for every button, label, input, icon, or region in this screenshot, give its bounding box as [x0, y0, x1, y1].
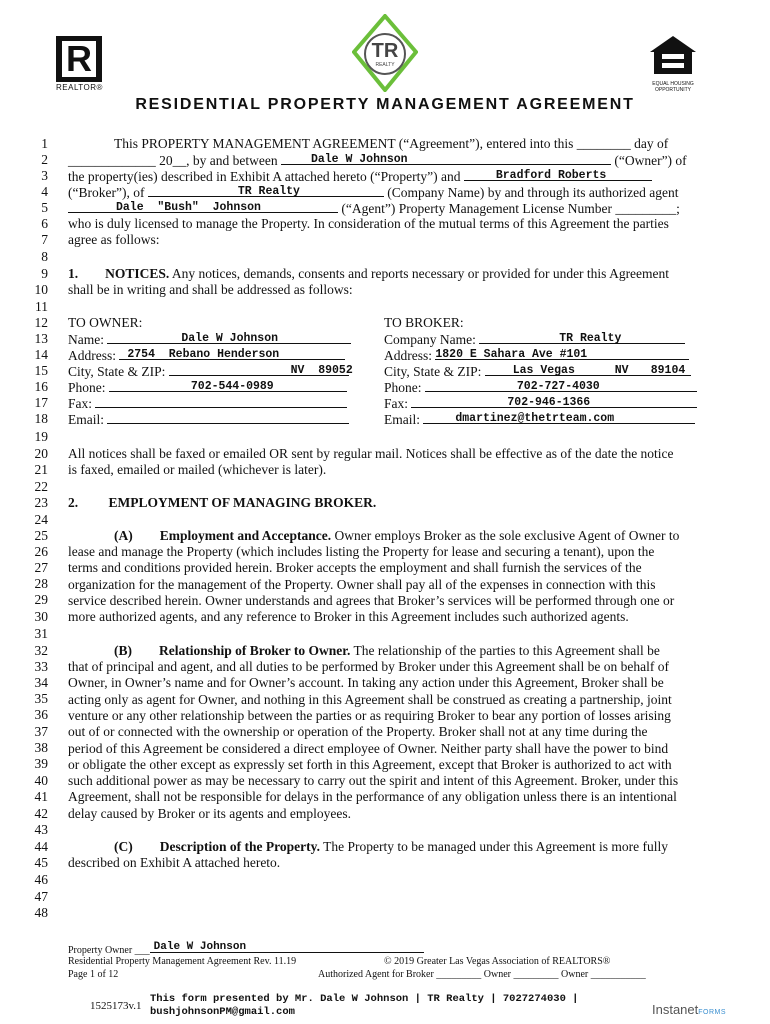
footer-page: Page 1 of 12 — [68, 969, 119, 980]
broker-city-field: Las Vegas — [512, 364, 575, 377]
line-number: 5 — [41, 200, 48, 215]
line-number: 43 — [34, 822, 48, 837]
intro-line-4: (“Broker”), of TR Realty (Company Name) by and through its authorized agent — [68, 185, 679, 200]
line-number: 22 — [34, 479, 48, 494]
section-2b-line: Owner, in Owner’s name and for Owner’s account. In taking any action under this Agreement, Broker shall be — [68, 675, 664, 691]
line-number: 20 — [34, 446, 48, 461]
section-2b-line: that of principal and agent, and all duties to be performed by Broker under this Agreement shall be on behalf of — [68, 659, 669, 674]
line-number: 17 — [34, 395, 48, 410]
owner-state-zip-field: NV 89052 — [290, 364, 353, 377]
section-2b-line: out of or connected with the ownership or operation of the Property. Broker shall not at any time during the — [68, 724, 648, 740]
notices-line-9: 1. NOTICES. Any notices, demands, consents and reports necessary or provided for under this Agreement — [68, 266, 670, 281]
line-number: 24 — [34, 512, 48, 527]
to-owner-header: TO OWNER: — [68, 315, 143, 330]
line-number: 28 — [34, 576, 48, 591]
agent-name-value: Dale "Bush" Johnson — [116, 201, 261, 214]
notices-line-21: is faxed, emailed or mailed (whichever is later). — [68, 462, 327, 477]
line-number: 15 — [34, 363, 48, 378]
line-number: 47 — [34, 889, 48, 904]
line-number: 27 — [34, 560, 48, 575]
line-number: 4 — [41, 184, 48, 199]
owner-phone-row: Phone: 702-544-0989 — [68, 379, 347, 396]
line-number: 33 — [34, 659, 48, 674]
broker-phone-row: Phone: 702-727-4030 — [384, 379, 697, 396]
line-number: 48 — [34, 905, 48, 920]
broker-address-row: Address: 1820 E Sahara Ave #101 — [384, 347, 689, 364]
line-number: 3 — [41, 168, 48, 183]
section-2a-line: more authorized agents, and any reference to Broker in this Agreement includes such authorized agents. — [68, 609, 629, 625]
intro-line-1: This PROPERTY MANAGEMENT AGREEMENT (“Agreement”), entered into this ________ day of — [114, 136, 669, 151]
owner-name-value: Dale W Johnson — [310, 153, 408, 166]
line-number: 1 — [41, 136, 48, 151]
section-2a-line: organization for the management of the Property. Owner shall pay all of the expenses in connection with this — [68, 576, 656, 592]
line-number: 16 — [34, 379, 48, 394]
section-2b-line: venture or any other relationship between the parties or as requiring Broker to bear any portion of losses arising — [68, 707, 671, 723]
intro-line-6: who is duly licensed to manage the Property. In consideration of the mutual terms of this Agreement the parties — [68, 216, 669, 231]
footer-owner-line: Property Owner ___ Dale W Johnson — [68, 942, 424, 957]
line-number: 38 — [34, 740, 48, 755]
line-number: 6 — [41, 216, 48, 231]
document-title: RESIDENTIAL PROPERTY MANAGEMENT AGREEMENT — [135, 96, 635, 113]
footer-form-id: 1525173v.1 — [90, 1000, 142, 1012]
line-number: 18 — [34, 411, 48, 426]
line-number: 10 — [34, 282, 48, 297]
owner-fax-row: Fax: — [68, 395, 347, 412]
broker-company-row: Company Name: TR Realty — [384, 331, 685, 348]
line-number: 8 — [41, 249, 48, 264]
section-2a-line: lease and manage the Property (which includes listing the Property for lease and securing a tenant), upon the — [68, 544, 655, 559]
broker-phone-field: 702-727-4030 — [516, 380, 600, 393]
broker-state-field: NV — [614, 364, 629, 377]
line-number: 32 — [34, 643, 48, 658]
line-number: 45 — [34, 855, 48, 870]
line-number: 36 — [34, 707, 48, 722]
line-number: 26 — [34, 544, 48, 559]
broker-email-row: Email: dmartinez@thetrteam.com — [384, 411, 695, 428]
line-number: 11 — [35, 299, 48, 314]
line-number: 30 — [34, 609, 48, 624]
section-2a-line: service described herein. Owner understands and agrees that Broker’s services will be performed through one or — [68, 592, 675, 608]
section-2a-line-1: (A) Employment and Acceptance. Owner employs Broker as the sole exclusive Agent of Owner to — [114, 528, 680, 543]
footer-presented-by: This form presented by Mr. Dale W Johnson | TR Realty | 7027274030 | bushjohnsonPM@gmail.com — [150, 993, 579, 1018]
notices-line-10: shall be in writing and shall be addressed as follows: — [68, 282, 353, 297]
line-number: 39 — [34, 756, 48, 771]
section-2a-line: terms and conditions provided herein. Broker accepts the employment and shall furnish the services of the — [68, 560, 642, 576]
broker-fax-field: 702-946-1366 — [507, 396, 591, 409]
owner-phone-field: 702-544-0989 — [190, 380, 274, 393]
broker-company-field: TR Realty — [559, 332, 622, 345]
line-number: 23 — [34, 495, 48, 510]
line-number: 40 — [34, 773, 48, 788]
owner-address-field: 2754 Rebano Henderson — [127, 348, 280, 361]
broker-city-row: City, State & ZIP: Las Vegas NV 89104 — [384, 363, 691, 380]
section-2b-line: acting only as agent for Owner, and nothing in this Agreement shall be construed as creating a partnership, joint — [68, 691, 672, 707]
section-2b-line: or obligate the other except as expressly set forth in this Agreement, except that Broker is authorized to act with — [68, 756, 672, 772]
footer-initials: Authorized Agent for Broker _________ Owner _________ Owner ___________ — [318, 969, 646, 980]
footer-rev: Residential Property Management Agreement Rev. 11.19 — [68, 956, 297, 967]
section-2-heading: 2. EMPLOYMENT OF MANAGING BROKER. — [68, 495, 377, 510]
line-number: 37 — [34, 724, 48, 739]
line-number: 19 — [34, 429, 48, 444]
section-2b-line: Agreement, shall not be responsible for delays in the performance of any obligation unless there is an intentional — [68, 789, 677, 805]
line-number: 35 — [34, 691, 48, 706]
line-number: 25 — [34, 528, 48, 543]
broker-zip-field: 89104 — [650, 364, 686, 377]
section-2b-line: period of this Agreement be considered a direct employee of Owner. Neither party shall have the power to bind — [68, 740, 669, 756]
company-name-value: TR Realty — [237, 185, 300, 198]
to-broker-header: TO BROKER: — [384, 315, 464, 330]
intro-line-7: agree as follows: — [68, 232, 160, 247]
broker-fax-row: Fax: 702-946-1366 — [384, 395, 697, 412]
line-number: 31 — [34, 626, 48, 641]
line-number: 46 — [34, 872, 48, 887]
notices-line-20: All notices shall be faxed or emailed OR sent by regular mail. Notices shall be effective as of the date the notice — [68, 446, 674, 461]
intro-line-2: _____________ 20__, by and between Dale W Johnson (“Owner”) of — [68, 153, 687, 168]
owner-name-field: Dale W Johnson — [181, 332, 278, 345]
intro-line-3: the property(ies) described in Exhibit A attached hereto (“Property”) and Bradford Roberts — [68, 168, 652, 185]
intro-line-5: Dale "Bush" Johnson (“Agent”) Property Management License Number _________; — [68, 200, 680, 217]
line-number: 2 — [41, 152, 48, 167]
instanet-logo: InstanetFORMS — [652, 1002, 727, 1017]
line-number: 13 — [34, 331, 48, 346]
line-number: 44 — [34, 839, 48, 854]
tr-realty-logo: TR REALTY — [352, 14, 418, 92]
owner-address-row: Address: 2754 Rebano Henderson — [68, 347, 345, 364]
owner-city-row: City, State & ZIP: NV 89052 — [68, 364, 353, 379]
section-2b-line-1: (B) Relationship of Broker to Owner. The relationship of the parties to this Agreement shall be — [114, 643, 660, 658]
broker-address-field: 1820 E Sahara Ave #101 — [435, 348, 588, 361]
line-number: 12 — [34, 315, 48, 330]
line-number: 41 — [34, 789, 48, 804]
equal-housing-logo: EQUAL HOUSING OPPORTUNITY — [648, 34, 698, 92]
footer-owner-name: Dale W Johnson — [153, 941, 247, 953]
broker-email-field: dmartinez@thetrteam.com — [455, 412, 615, 425]
line-number: 34 — [34, 675, 48, 690]
owner-name-row: Name: Dale W Johnson — [68, 331, 351, 348]
line-number: 7 — [41, 232, 48, 247]
broker-name-value: Bradford Roberts — [495, 169, 607, 182]
realtor-logo: R REALTOR® — [56, 38, 103, 92]
section-2c-line-2: described on Exhibit A attached hereto. — [68, 855, 281, 870]
owner-email-row: Email: — [68, 411, 349, 428]
section-2b-line: such additional power as may be necessary to carry out the spirit and intent of this Agreement. Broker, under this — [68, 773, 679, 789]
footer-copyright: © 2019 Greater Las Vegas Association of REALTORS® — [384, 956, 611, 967]
line-number: 29 — [34, 592, 48, 607]
line-number: 14 — [34, 347, 48, 362]
section-2b-line: delay caused by Broker or its agents and employees. — [68, 805, 352, 821]
line-number: 42 — [34, 806, 48, 821]
section-2c-line-1: (C) Description of the Property. The Property to be managed under this Agreement is more fully — [114, 839, 669, 854]
line-number: 9 — [41, 266, 48, 281]
line-number: 21 — [34, 462, 48, 477]
